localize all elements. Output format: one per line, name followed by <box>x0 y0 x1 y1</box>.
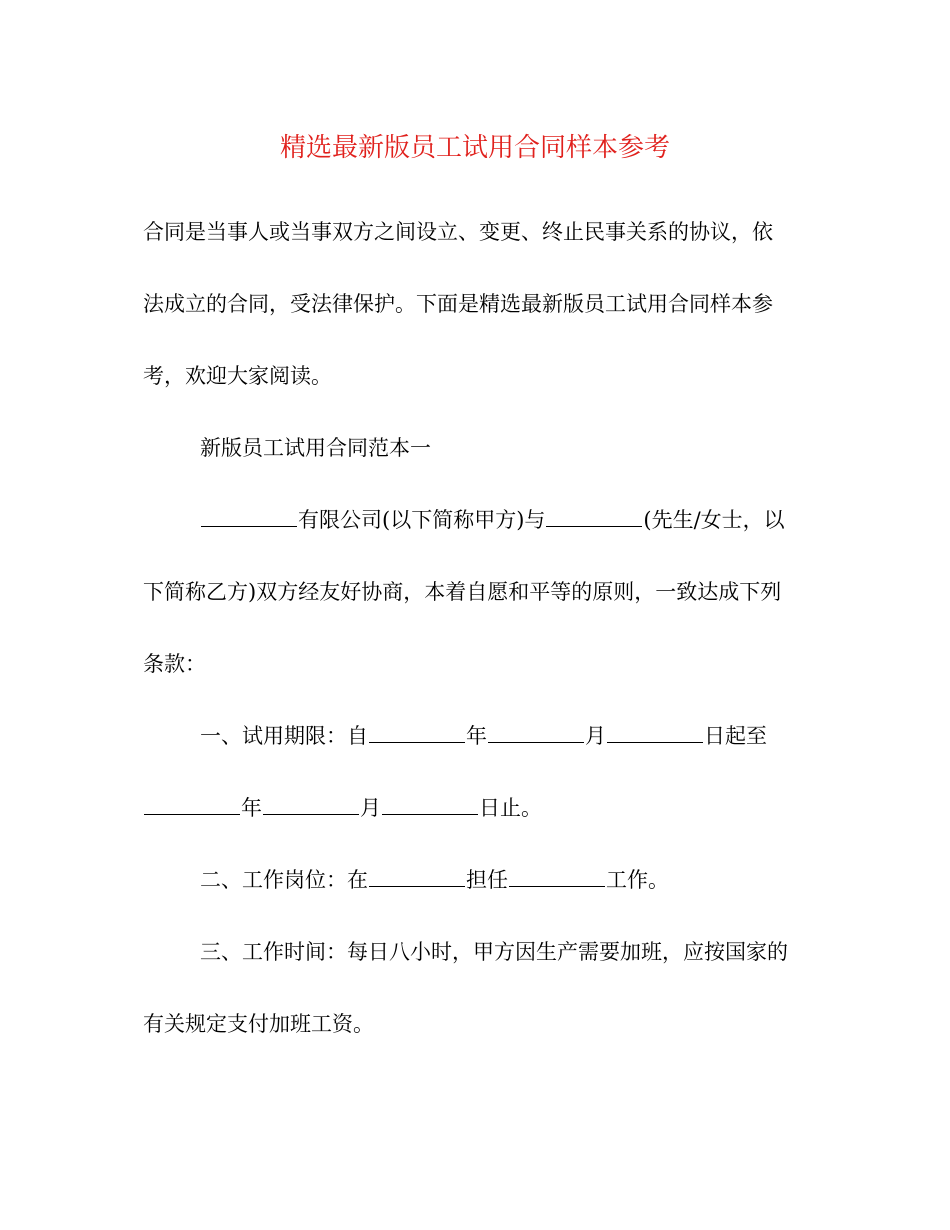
clause-1-line-1 <box>143 700 823 772</box>
end-day-blank[interactable] <box>382 794 478 815</box>
intro-line-1: 合同是当事人或当事双方之间设立、变更、终止民事关系的协议，依 <box>143 220 773 244</box>
section-heading-paragraph <box>143 412 823 484</box>
clause-1-line-2 <box>143 772 823 844</box>
clause-1-year2-label: 年 <box>241 796 262 820</box>
clause-2-prefix: 二、工作岗位：在 <box>200 868 368 892</box>
clause-1-prefix: 一、试用期限：自 <box>200 724 368 748</box>
intro-paragraph <box>143 196 823 412</box>
parties-text-2: (先生/女士，以 <box>643 508 785 532</box>
parties-text-1: 有限公司(以下简称甲方)与 <box>298 508 546 532</box>
job-position-blank[interactable] <box>509 866 605 887</box>
company-name-blank[interactable] <box>201 506 297 527</box>
clause-1-month2-label: 月 <box>360 796 381 820</box>
employee-name-blank[interactable] <box>546 506 642 527</box>
section-heading: 新版员工试用合同范本一 <box>200 436 431 460</box>
end-month-blank[interactable] <box>263 794 359 815</box>
parties-paragraph <box>143 484 823 700</box>
clause-2-middle: 担任 <box>466 868 508 892</box>
start-day-blank[interactable] <box>607 722 703 743</box>
clause-3-line-1: 三、工作时间：每日八小时，甲方因生产需要加班，应按国家的 <box>200 940 788 964</box>
clause-2-suffix: 工作。 <box>606 868 669 892</box>
clause-1-month-label: 月 <box>585 724 606 748</box>
clause-1-end-suffix: 日止。 <box>479 796 542 820</box>
clause-3-paragraph <box>143 916 823 1060</box>
intro-line-2: 法成立的合同，受法律保护。下面是精选最新版员工试用合同样本参 <box>143 292 773 316</box>
parties-line-3: 条款： <box>143 652 206 676</box>
parties-line-2: 下简称乙方)双方经友好协商，本着自愿和平等的原则，一致达成下列 <box>143 580 782 604</box>
document-title: 精选最新版员工试用合同样本参考 <box>279 133 670 163</box>
clause-1-paragraph <box>143 700 823 844</box>
clause-1-year-label: 年 <box>466 724 487 748</box>
start-month-blank[interactable] <box>488 722 584 743</box>
clause-2-paragraph <box>143 844 823 916</box>
parties-line-1 <box>143 484 823 556</box>
work-location-blank[interactable] <box>369 866 465 887</box>
end-year-blank[interactable] <box>144 794 240 815</box>
intro-line-3: 考，欢迎大家阅读。 <box>143 364 332 388</box>
clause-1-start-suffix: 日起至 <box>704 724 767 748</box>
clause-2-line-1 <box>143 844 823 916</box>
clause-3-line-2: 有关规定支付加班工资。 <box>143 1012 374 1036</box>
start-year-blank[interactable] <box>369 722 465 743</box>
